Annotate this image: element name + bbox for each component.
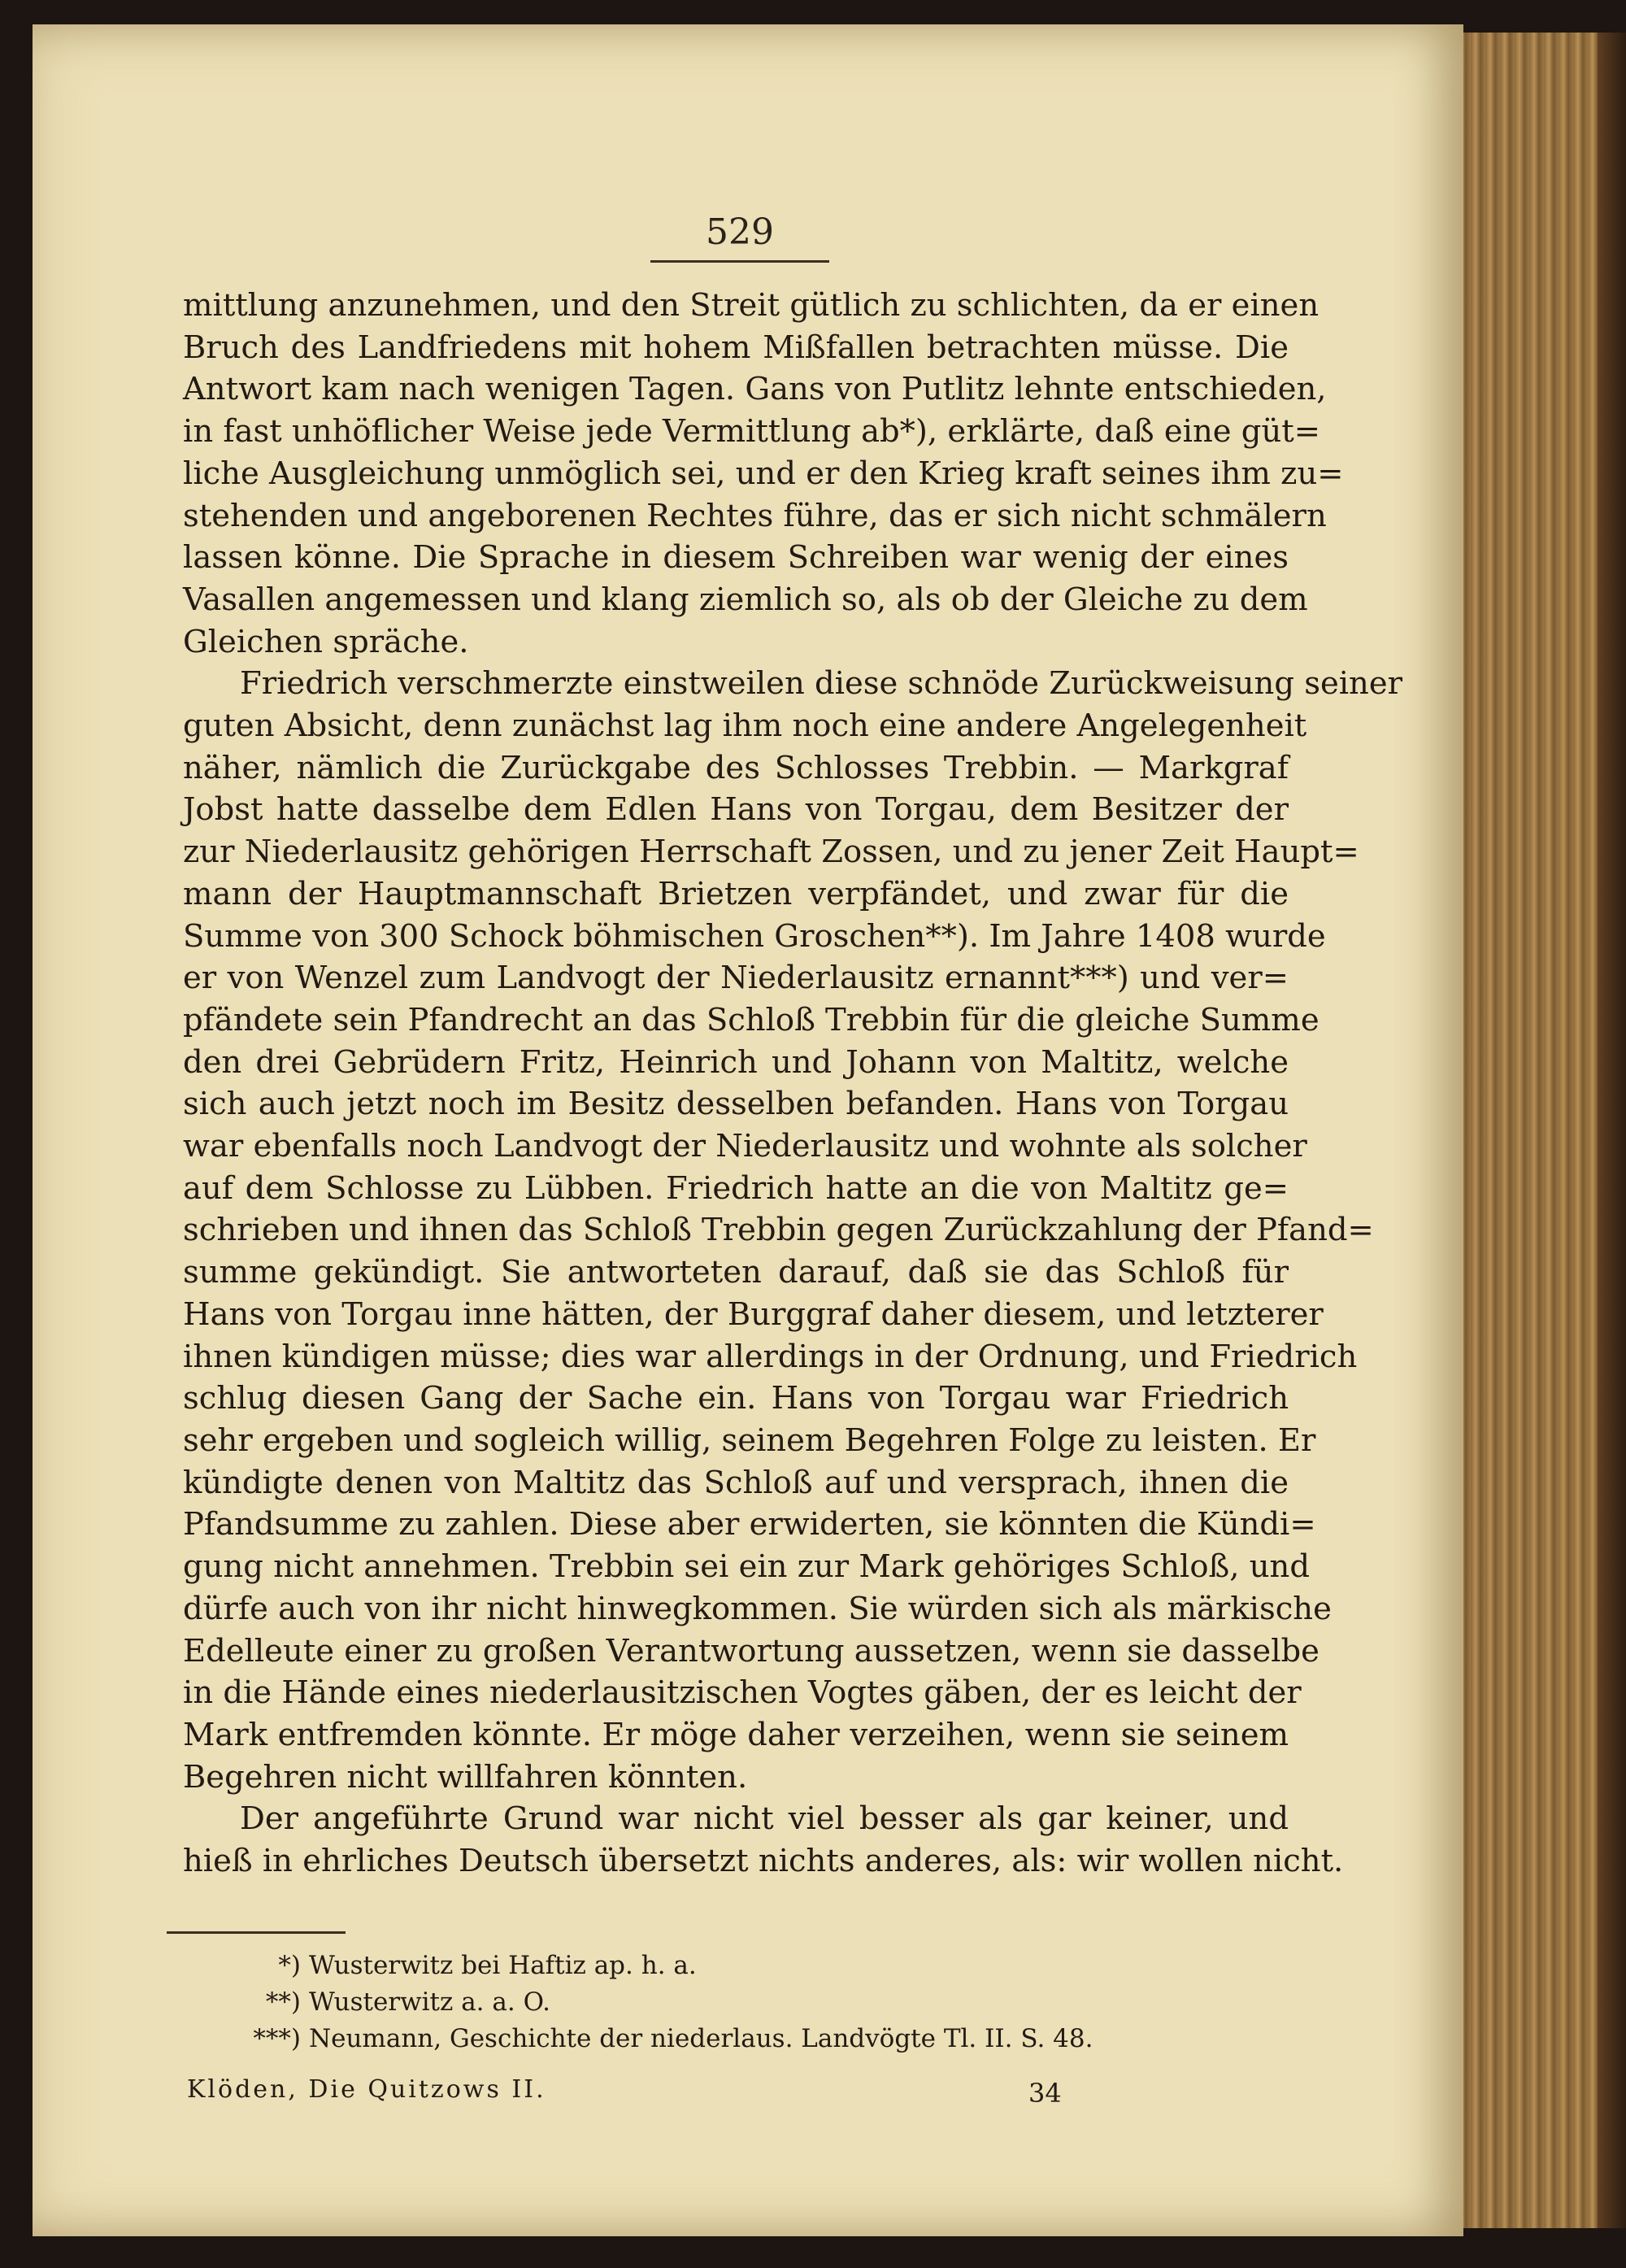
text-line: in fast unhöflicher Weise jede Vermittlung ab*), erklärte, daß eine güt= <box>183 413 1320 451</box>
paragraph-3 <box>183 1798 1344 1882</box>
text-line: sehr ergeben und sogleich willig, seinem Begehren Folge zu leisten. Er <box>183 1421 1316 1459</box>
text-line: Edelleute einer zu großen Verantwortung aussetzen, wenn sie dasselbe <box>183 1632 1319 1669</box>
text-line: schlug diesen Gang der Sache ein. Hans von Torgau war Friedrich <box>183 1380 1289 1417</box>
footnotes <box>187 1948 1163 2057</box>
paragraph-1 <box>183 285 1344 663</box>
text-line: Summe von 300 Schock böhmischen Groschen**). Im Jahre 1408 wurde <box>183 917 1326 955</box>
text-line: guten Absicht, denn zunächst lag ihm noch eine andere Angelegenheit <box>183 707 1307 745</box>
text-line: Jobst hatte dasselbe dem Edlen Hans von Torgau, dem Besitzer der <box>183 791 1289 829</box>
text-line: hieß in ehrliches Deutsch übersetzt nichts anderes, als: wir wollen nicht. <box>183 1843 1344 1880</box>
text-line: Mark entfremden könnte. Er möge daher verzeihen, wenn sie seinem <box>183 1716 1289 1753</box>
text-line: lassen könne. Die Sprache in diesem Schreiben war wenig der eines <box>183 539 1289 577</box>
footnote <box>187 1984 1163 2021</box>
text-line: sich auch jetzt noch im Besitz desselben befanden. Hans von Torgau <box>183 1086 1289 1123</box>
text-line: mann der Hauptmannschaft Brietzen verpfändet, und zwar für die <box>183 875 1289 912</box>
footnote-text: Wusterwitz a. a. O. <box>309 1987 551 2017</box>
text-line: Pfandsumme zu zahlen. Diese aber erwiderten, sie könnten die Kündi= <box>183 1506 1316 1543</box>
footnote-rule <box>167 1931 346 1934</box>
text-line: schrieben und ihnen das Schloß Trebbin gegen Zurückzahlung der Pfand= <box>183 1212 1374 1249</box>
book-edge <box>1598 33 1626 2228</box>
text-line: kündigte denen von Maltitz das Schloß auf und versprach, ihnen die <box>183 1464 1289 1501</box>
text-line: Der angeführte Grund war nicht viel besser als gar keiner, und <box>240 1800 1289 1838</box>
paragraph-2 <box>183 663 1403 1798</box>
main-text <box>183 285 1403 1883</box>
text-line: in die Hände eines niederlausitzischen Vogtes gäben, der es leicht der <box>183 1674 1302 1712</box>
sheet-number: 34 <box>1028 2078 1062 2109</box>
text-line: Antwort kam nach wenigen Tagen. Gans von Putlitz lehnte entschieden, <box>183 371 1327 408</box>
text-line: Begehren nicht willfahren könnten. <box>183 1758 748 1796</box>
header-rule <box>650 260 829 263</box>
text-line: liche Ausgleichung unmöglich sei, und er den Krieg kraft seines ihm zu= <box>183 455 1344 492</box>
printer-signature: Klöden, Die Quitzows II. <box>187 2075 546 2104</box>
text-line: Bruch des Landfriedens mit hohem Mißfallen betrachten müsse. Die <box>183 329 1289 366</box>
footnote <box>187 1948 1163 1984</box>
text-line: Gleichen spräche. <box>183 623 469 660</box>
footnote-mark: *) <box>278 1951 301 1980</box>
text-line: auf dem Schlosse zu Lübben. Friedrich hatte an die von Maltitz ge= <box>183 1169 1289 1207</box>
text-line: summe gekündigt. Sie antworteten darauf, daß sie das Schloß für <box>183 1254 1289 1291</box>
text-line: stehenden und angeborenen Rechtes führe, das er sich nicht schmälern <box>183 497 1327 534</box>
text-line: Friedrich verschmerzte einstweilen diese schnöde Zurückweisung seiner <box>240 665 1403 703</box>
book-binding <box>1439 33 1604 2228</box>
text-line: den drei Gebrüdern Fritz, Heinrich und Johann von Maltitz, welche <box>183 1043 1289 1081</box>
footnote-mark: ***) <box>253 2024 301 2053</box>
text-line: näher, nämlich die Zurückgabe des Schlosses Trebbin. — Markgraf <box>183 749 1289 786</box>
text-line: dürfe auch von ihr nicht hinwegkommen. Sie würden sich als märkische <box>183 1590 1332 1627</box>
page-number: 529 <box>706 211 774 253</box>
footnote-text: Neumann, Geschichte der niederlaus. Landvögte Tl. II. S. 48. <box>309 2024 1093 2053</box>
text-line: Hans von Torgau inne hätten, der Burggraf daher diesem, und letzterer <box>183 1295 1324 1333</box>
book-page <box>33 24 1463 2236</box>
text-line: gung nicht annehmen. Trebbin sei ein zur Mark gehöriges Schloß, und <box>183 1548 1310 1586</box>
text-line: Vasallen angemessen und klang ziemlich so, als ob der Gleiche zu dem <box>183 581 1308 618</box>
footnote <box>187 2021 1163 2057</box>
text-line: er von Wenzel zum Landvogt der Niederlausitz ernannt***) und ver= <box>183 960 1289 997</box>
text-line: ihnen kündigen müsse; dies war allerdings in der Ordnung, und Friedrich <box>183 1338 1358 1375</box>
footnote-text: Wusterwitz bei Haftiz ap. h. a. <box>309 1951 697 1980</box>
text-line: zur Niederlausitz gehörigen Herrschaft Zossen, und zu jener Zeit Haupt= <box>183 834 1359 871</box>
footnote-mark: **) <box>265 1987 301 2017</box>
text-line: war ebenfalls noch Landvogt der Niederlausitz und wohnte als solcher <box>183 1128 1307 1165</box>
text-line: mittlung anzunehmen, und den Streit gütlich zu schlichten, da er einen <box>183 287 1319 324</box>
text-line: pfändete sein Pfandrecht an das Schloß Trebbin für die gleiche Summe <box>183 1001 1319 1038</box>
